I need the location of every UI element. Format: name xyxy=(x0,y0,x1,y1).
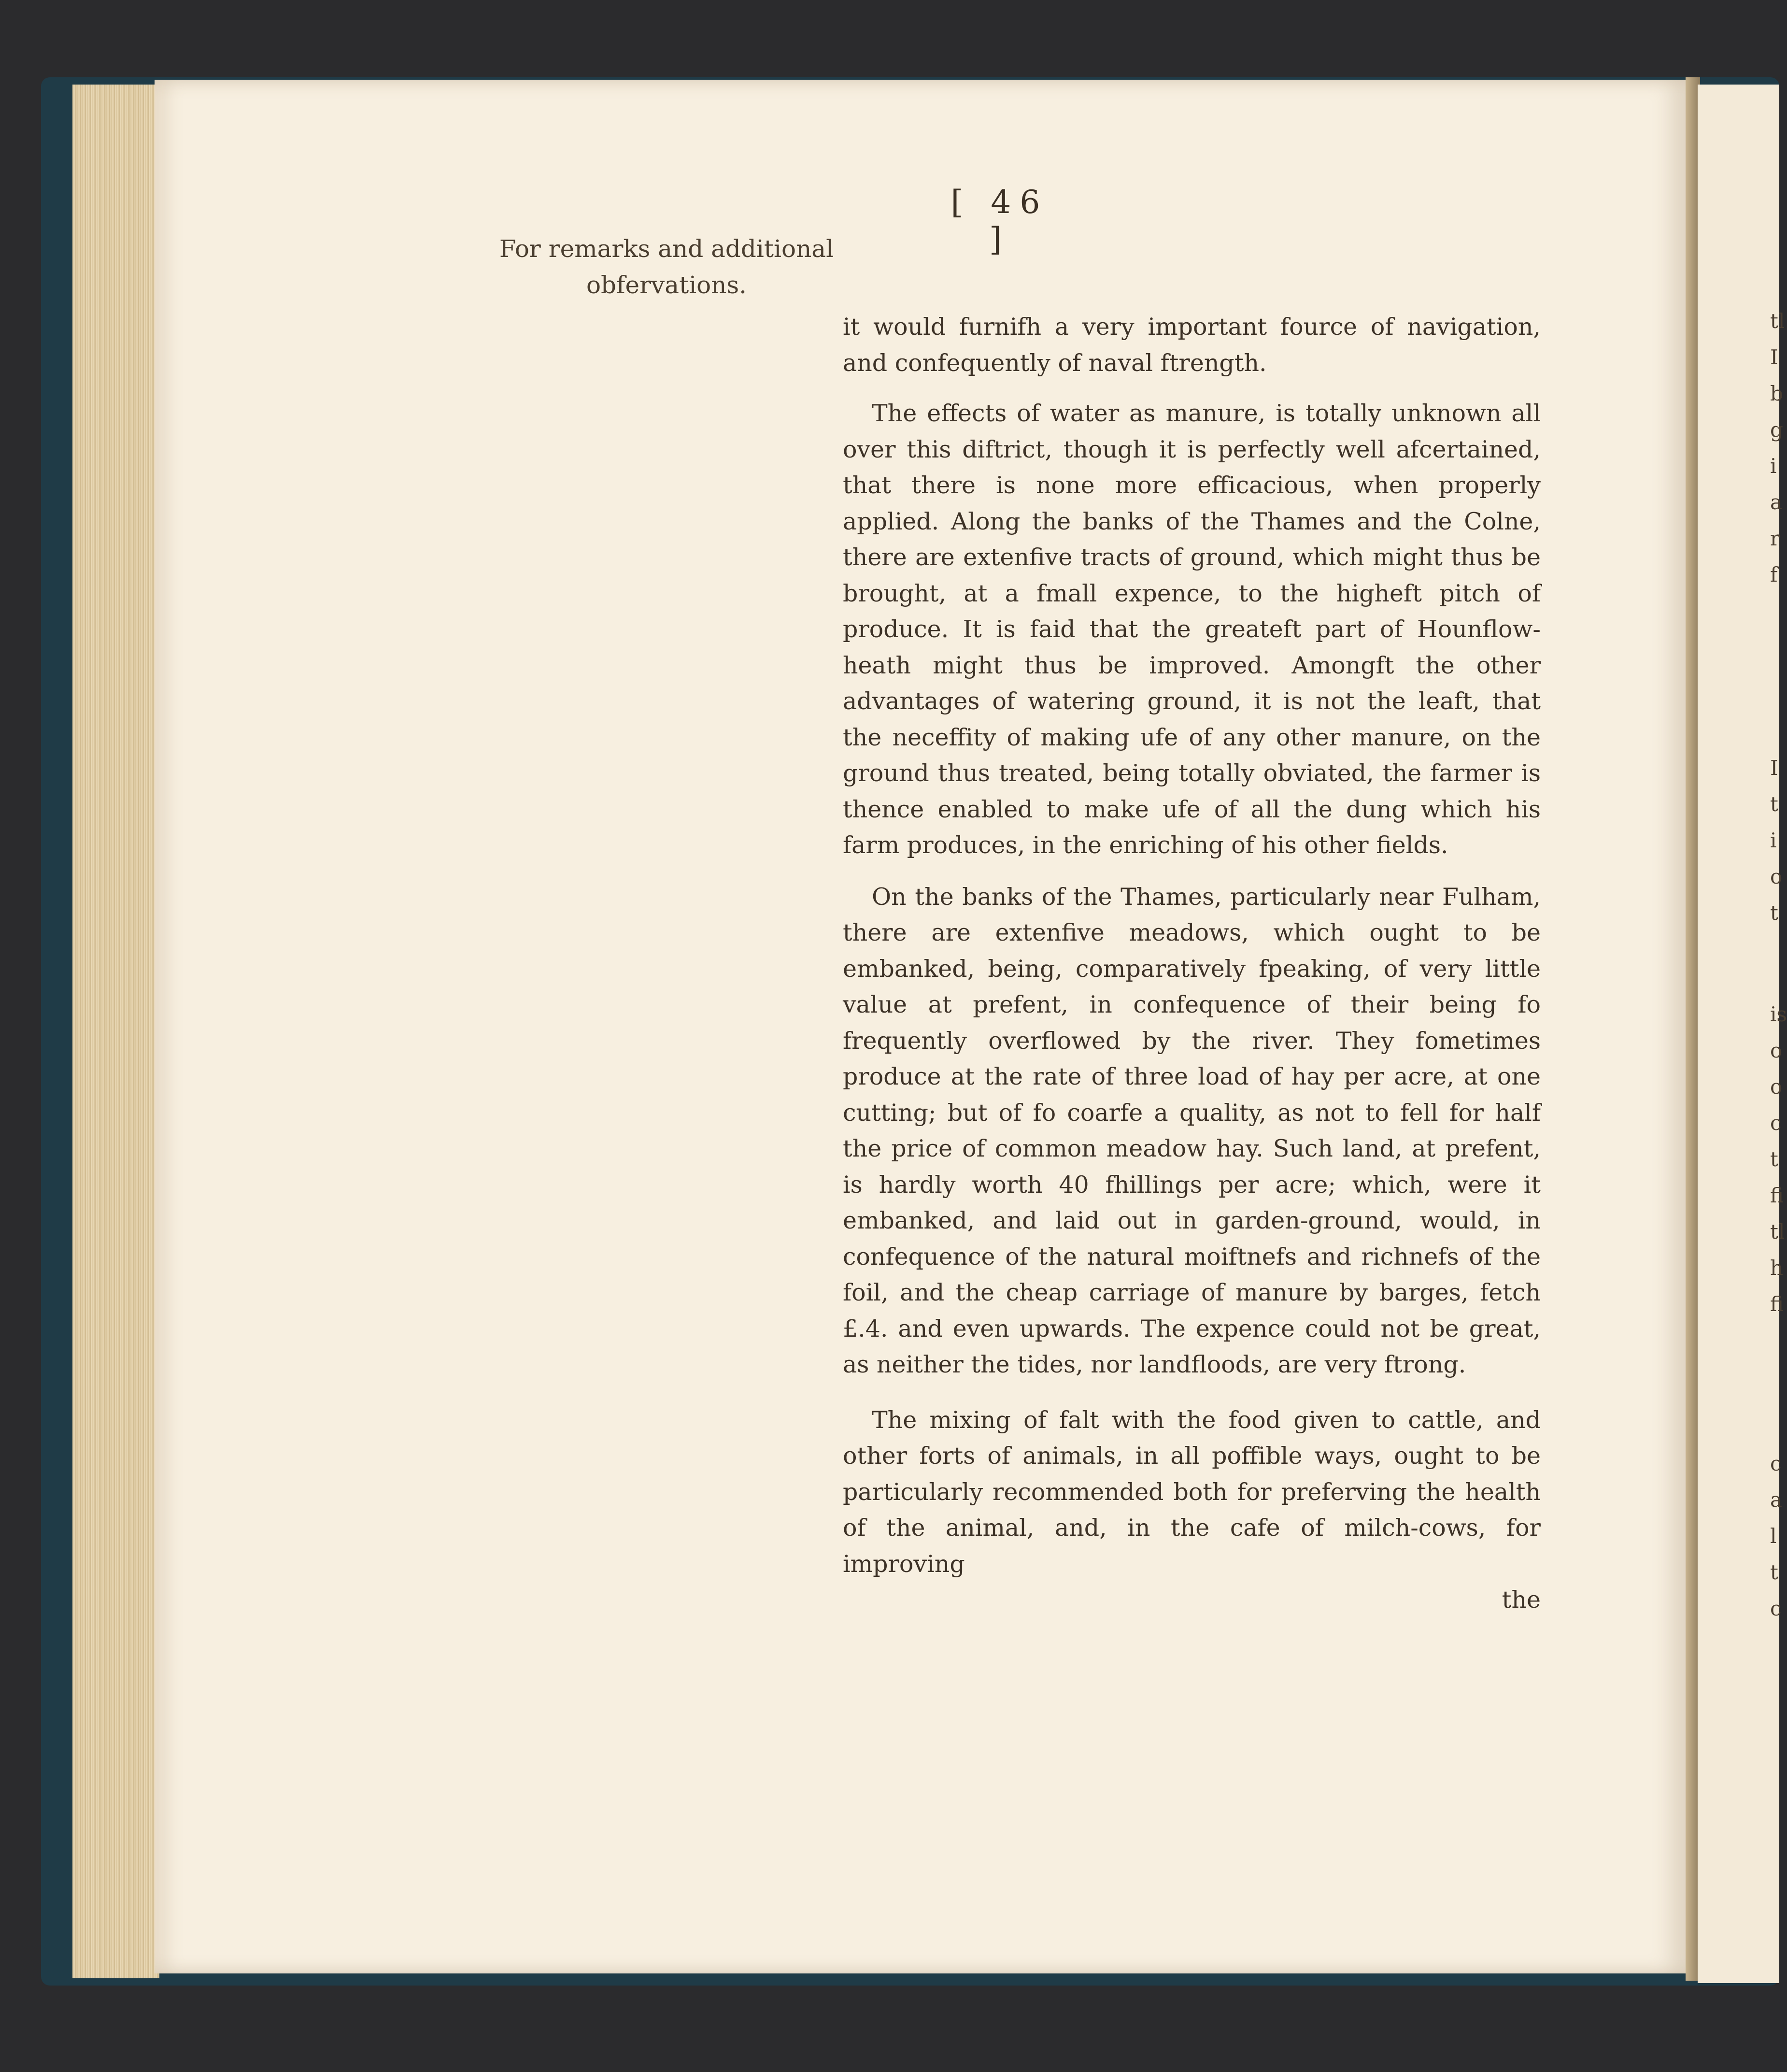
next-page-fragment: t xyxy=(1770,792,1778,816)
next-page-fragment: t xyxy=(1770,1560,1778,1584)
next-page-fragment: I xyxy=(1770,756,1778,780)
next-page-fragment: a xyxy=(1770,1488,1783,1512)
next-page-fragment: t xyxy=(1770,901,1778,925)
catchword: the xyxy=(1502,1586,1541,1614)
next-page-edge xyxy=(1698,85,1787,1983)
paragraph: The mixing of falt with the food given to cattle, and other forts of animals, in all poffible ways, ought to be particularly recommended both for preferving the health of the animal, and, in the cafe of milch-cows, for improving xyxy=(843,1406,1541,1578)
next-page-fragment: tl xyxy=(1770,309,1785,333)
paragraph: On the banks of the Thames, particularly near Fulham, there are extenfive meadows, which ought to be embanked, being, comparatively fpeaking, of very little value at prefent, in confequence of their being fo frequently overflowed by the river. They fometimes produce at the rate of three load of hay per acre, at one cutting; but of fo coarfe a quality, as not to fell for half the price of common meadow hay. Such land, at prefent, is hardly worth 40 fhillings per acre; which, were it embanked, and laid out in garden-ground, would, in confequence of the natural moiftnefs and richnefs of the foil, and the cheap carriage of manure by barges, fetch £.4. and even upwards. The expence could not be great, as neither the tides, nor landfloods, are very ftrong. xyxy=(843,883,1541,1378)
next-page-fragment: g xyxy=(1770,418,1783,442)
next-page-fragment: o xyxy=(1770,865,1783,888)
margin-note: For remarks and additional obfervations. xyxy=(499,235,834,299)
next-page-fragment: tl xyxy=(1770,1220,1785,1243)
paragraph: The effects of water as manure, is totally unknown all over this diftrict, though it is perfectly well afcertained, that there is none more efficacious, when properly applied. Along the banks of the Thames and the Colne, there are extenfive tracts of ground, which might thus be brought, at a fmall expence, to the higheft pitch of produce. It is faid that the greateft part of Hounflow-heath might thus be improved. Amongft the other advantages of watering ground, it is not the leaft, that the neceffity of making ufe of any other manure, on the ground thus treated, being totally obviated, the farmer is thence enabled to make ufe of all the dung which his farm produces, in the enriching of his other fields. xyxy=(843,400,1541,859)
next-page-fragment: o xyxy=(1770,1039,1783,1062)
body-text xyxy=(843,309,1541,1618)
next-page-fragment: h xyxy=(1770,1256,1784,1280)
next-page-fragment: l xyxy=(1770,1524,1777,1548)
next-page-fragment: r xyxy=(1770,527,1780,550)
paragraph: it would furnifh a very important fource of navigation, and confequently of naval ftrength. xyxy=(843,313,1541,377)
next-page-fragment: c xyxy=(1770,1597,1782,1620)
next-page-fragment: I xyxy=(1770,345,1778,369)
next-page-fragment: b xyxy=(1770,382,1783,405)
next-page-fragment: c xyxy=(1770,1452,1782,1475)
next-page-fragment: fi xyxy=(1770,1292,1784,1316)
next-page-fragment: fi xyxy=(1770,1184,1784,1207)
page-number: [ 46 ] xyxy=(950,184,1049,258)
next-page-fragment: i xyxy=(1770,829,1777,852)
next-page-fragment: i xyxy=(1770,454,1777,478)
next-page-fragment: o xyxy=(1770,1075,1783,1099)
next-page-fragment: f xyxy=(1770,563,1778,586)
next-page-fragment: c xyxy=(1770,1111,1782,1135)
next-page-fragment: t xyxy=(1770,1147,1778,1171)
page-edges xyxy=(72,85,159,1978)
next-page-fragment: is xyxy=(1770,1002,1787,1026)
next-page-fragment: a xyxy=(1770,490,1783,514)
